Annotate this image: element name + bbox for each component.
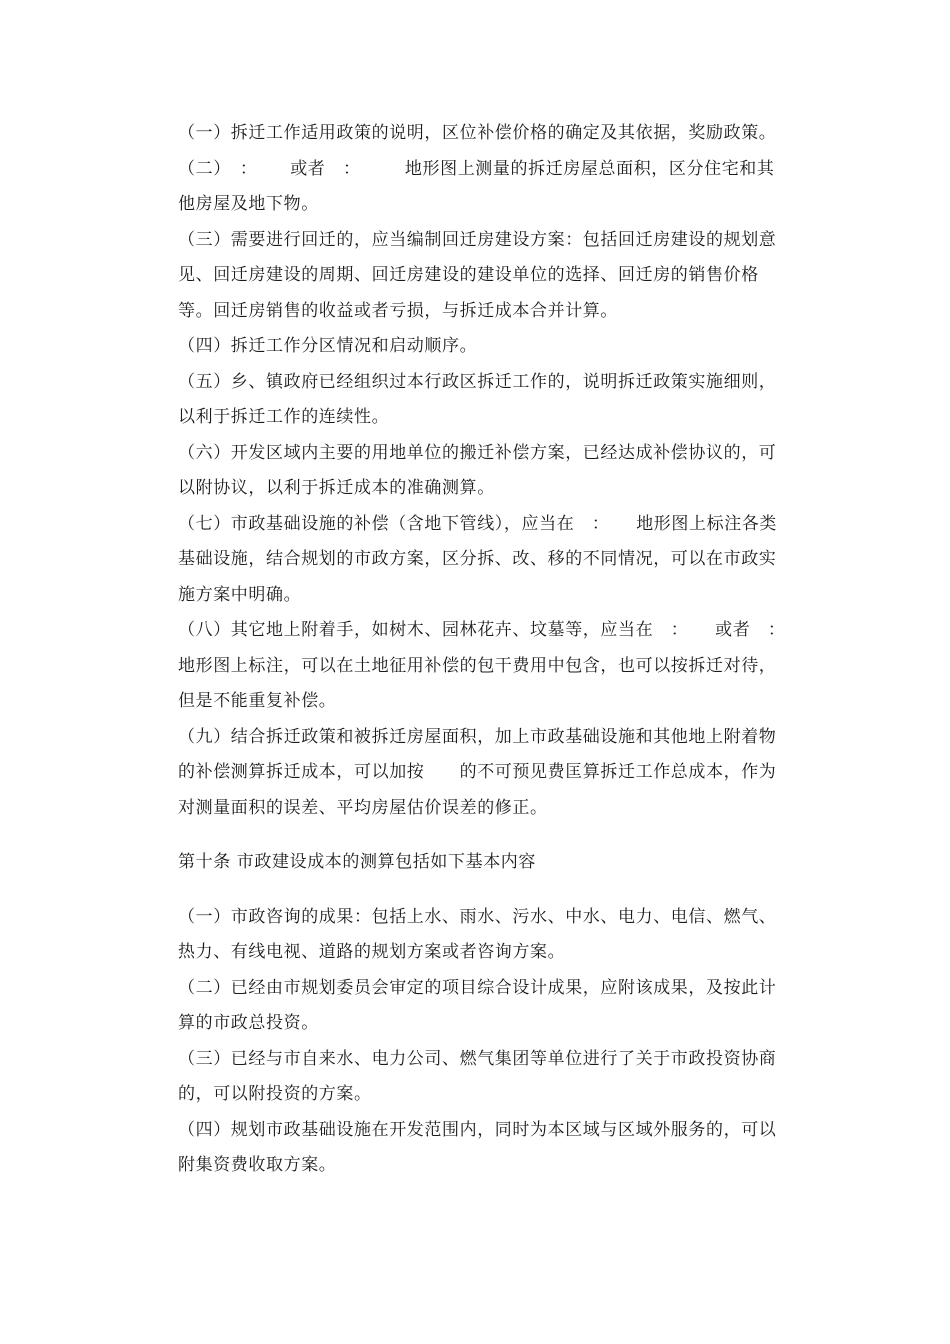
demolition-items-list — [178, 116, 830, 826]
list-item: （一）拆迁工作适用政策的说明，区位补偿价格的确定及其依据，奖励政策。 — [178, 123, 777, 143]
list-item: （二） ： 或者 ： 地形图上测量的拆迁房屋总面积，区分住宅和其他房屋及地下物。 — [178, 158, 775, 214]
list-item: （七）市政基础设施的补偿（含地下管线），应当在 ： 地形图上标注各类基础设施，结合规划的市政方案，区分拆、改、移的不同情况，可以在市政实施方案中明确。 — [178, 513, 777, 605]
list-item: （三）需要进行回迁的，应当编制回迁房建设方案：包括回迁房建设的规划意见、回迁房建设的周期、回迁房建设的建设单位的选择、回迁房的销售价格等。回迁房销售的收益或者亏损，与拆迁成本合并计算。 — [178, 229, 777, 321]
document-body — [178, 116, 830, 1184]
list-item: （六）开发区域内主要的用地单位的搬迁补偿方案，已经达成补偿协议的，可以附协议，以利于拆迁成本的准确测算。 — [178, 442, 777, 498]
list-item: （五）乡、镇政府已经组织过本行政区拆迁工作的，说明拆迁政策实施细则，以利于拆迁工作的连续性。 — [178, 371, 777, 427]
list-item: （九）结合拆迁政策和被拆迁房屋面积，加上市政基础设施和其他地上附着物的补偿测算拆迁成本，可以加按 的不可预见费匡算拆迁工作总成本，作为对测量面积的误差、平均房屋估价误差的修正。 — [178, 726, 777, 818]
list-item: （四）拆迁工作分区情况和启动顺序。 — [178, 336, 478, 356]
list-item: （三）已经与市自来水、电力公司、燃气集团等单位进行了关于市政投资协商的，可以附投资的方案。 — [178, 1048, 777, 1104]
municipal-items-list — [178, 900, 778, 1184]
list-item: （一）市政咨询的成果：包括上水、雨水、污水、中水、电力、电信、燃气、热力、有线电视、道路的规划方案或者咨询方案。 — [178, 906, 777, 962]
list-item: （八）其它地上附着手，如树木、园林花卉、坟墓等，应当在 ： 或者 ： 地形图上标注，可以在土地征用补偿的包干费用中包含，也可以按拆迁对待，但是不能重复补偿。 — [178, 620, 830, 711]
article-heading: 第十条 市政建设成本的测算包括如下基本内容 — [178, 852, 537, 872]
list-item: （四）规划市政基础设施在开发范围内，同时为本区域与区域外服务的，可以附集资费收取方案。 — [178, 1119, 777, 1175]
list-item: （二）已经由市规划委员会审定的项目综合设计成果，应附该成果，及按此计算的市政总投资。 — [178, 977, 777, 1033]
